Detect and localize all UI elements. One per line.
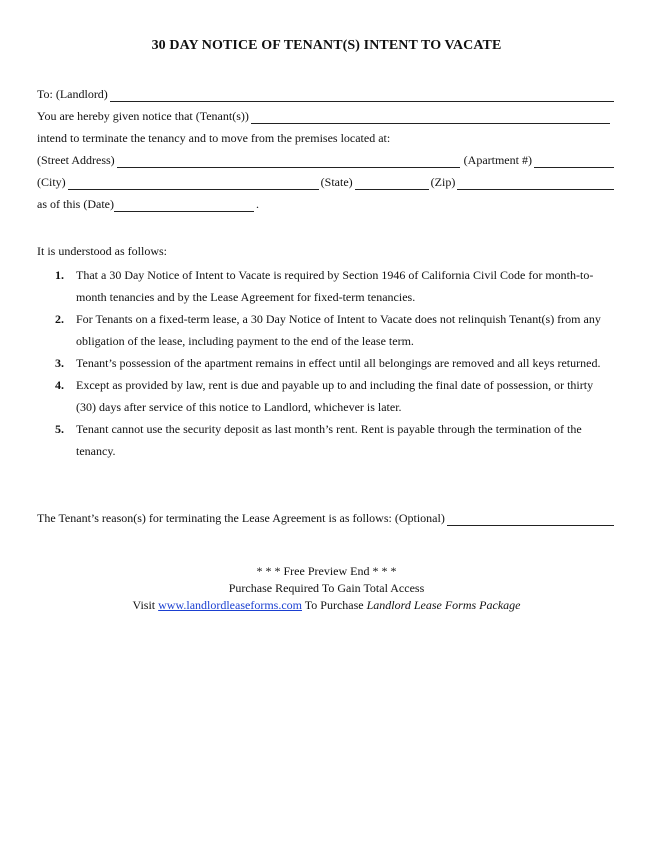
zip-label: (Zip) bbox=[430, 175, 456, 189]
package-name: Landlord Lease Forms Package bbox=[366, 598, 521, 612]
city-blank[interactable] bbox=[68, 177, 319, 190]
address-row bbox=[37, 152, 616, 168]
term-text: For Tenants on a fixed-term lease, a 30 Day Notice of Intent to Vacate does not relinquish Tenant(s) from any obligation of the lease, including payment to the end of the lease term. bbox=[76, 312, 601, 348]
city-label: (City) bbox=[37, 175, 66, 189]
term-number: 1. bbox=[55, 268, 64, 282]
term-text: Except as provided by law, rent is due and payable up to and including the final date of possession, or thirty (30) days after service of this notice to Landlord, whichever is later. bbox=[76, 378, 594, 414]
list-item bbox=[55, 374, 615, 418]
intend-row bbox=[37, 130, 616, 146]
street-address-blank[interactable] bbox=[117, 155, 460, 168]
date-blank[interactable] bbox=[114, 199, 254, 212]
list-item bbox=[55, 264, 615, 308]
term-number: 4. bbox=[55, 378, 64, 392]
visit-line bbox=[0, 597, 653, 614]
list-item bbox=[55, 352, 615, 374]
landlord-label: To: (Landlord) bbox=[37, 87, 108, 101]
preview-notice bbox=[0, 563, 653, 614]
tenant-row bbox=[37, 108, 616, 124]
preview-end-line: * * * Free Preview End * * * bbox=[256, 564, 397, 578]
purchase-required-line: Purchase Required To Gain Total Access bbox=[228, 581, 425, 595]
intend-text: intend to terminate the tenancy and to move from the premises located at: bbox=[37, 131, 391, 145]
street-address-label: (Street Address) bbox=[37, 153, 115, 167]
list-item bbox=[55, 308, 615, 352]
understood-heading: It is understood as follows: bbox=[37, 244, 167, 258]
website-link[interactable]: www.landlordleaseforms.com bbox=[158, 598, 302, 612]
term-text: That a 30 Day Notice of Intent to Vacate is required by Section 1946 of California Civil Code for month-to-month tenancies and by the Lease Agreement for fixed-term tenancies. bbox=[76, 268, 594, 304]
date-period: . bbox=[255, 197, 259, 211]
document-title: 30 DAY NOTICE OF TENANT(S) INTENT TO VACATE bbox=[151, 38, 502, 53]
term-number: 5. bbox=[55, 422, 64, 436]
term-number: 2. bbox=[55, 312, 64, 326]
city-row bbox=[37, 174, 616, 190]
tenant-blank[interactable] bbox=[251, 111, 610, 124]
reason-row bbox=[37, 510, 616, 526]
apartment-blank[interactable] bbox=[534, 155, 614, 168]
reason-label: The Tenant’s reason(s) for terminating the Lease Agreement is as follows: (Optional) bbox=[37, 511, 445, 525]
landlord-blank[interactable] bbox=[110, 89, 614, 102]
term-number: 3. bbox=[55, 356, 64, 370]
term-text: Tenant cannot use the security deposit as last month’s rent. Rent is payable through the termination of the tenancy. bbox=[76, 422, 582, 458]
landlord-row bbox=[37, 86, 616, 102]
date-label: as of this (Date) bbox=[37, 197, 114, 211]
list-item bbox=[55, 418, 615, 462]
state-label: (State) bbox=[320, 175, 353, 189]
terms-list bbox=[55, 264, 615, 462]
date-row bbox=[37, 196, 616, 212]
term-text: Tenant’s possession of the apartment remains in effect until all belongings are removed and all keys returned. bbox=[76, 356, 601, 370]
apartment-label: (Apartment #) bbox=[463, 153, 532, 167]
zip-blank[interactable] bbox=[457, 177, 614, 190]
reason-blank[interactable] bbox=[447, 513, 614, 526]
visit-middle: To Purchase bbox=[302, 598, 367, 612]
state-blank[interactable] bbox=[355, 177, 429, 190]
tenant-label: You are hereby given notice that (Tenant(s)) bbox=[37, 109, 249, 123]
visit-prefix: Visit bbox=[132, 598, 159, 612]
